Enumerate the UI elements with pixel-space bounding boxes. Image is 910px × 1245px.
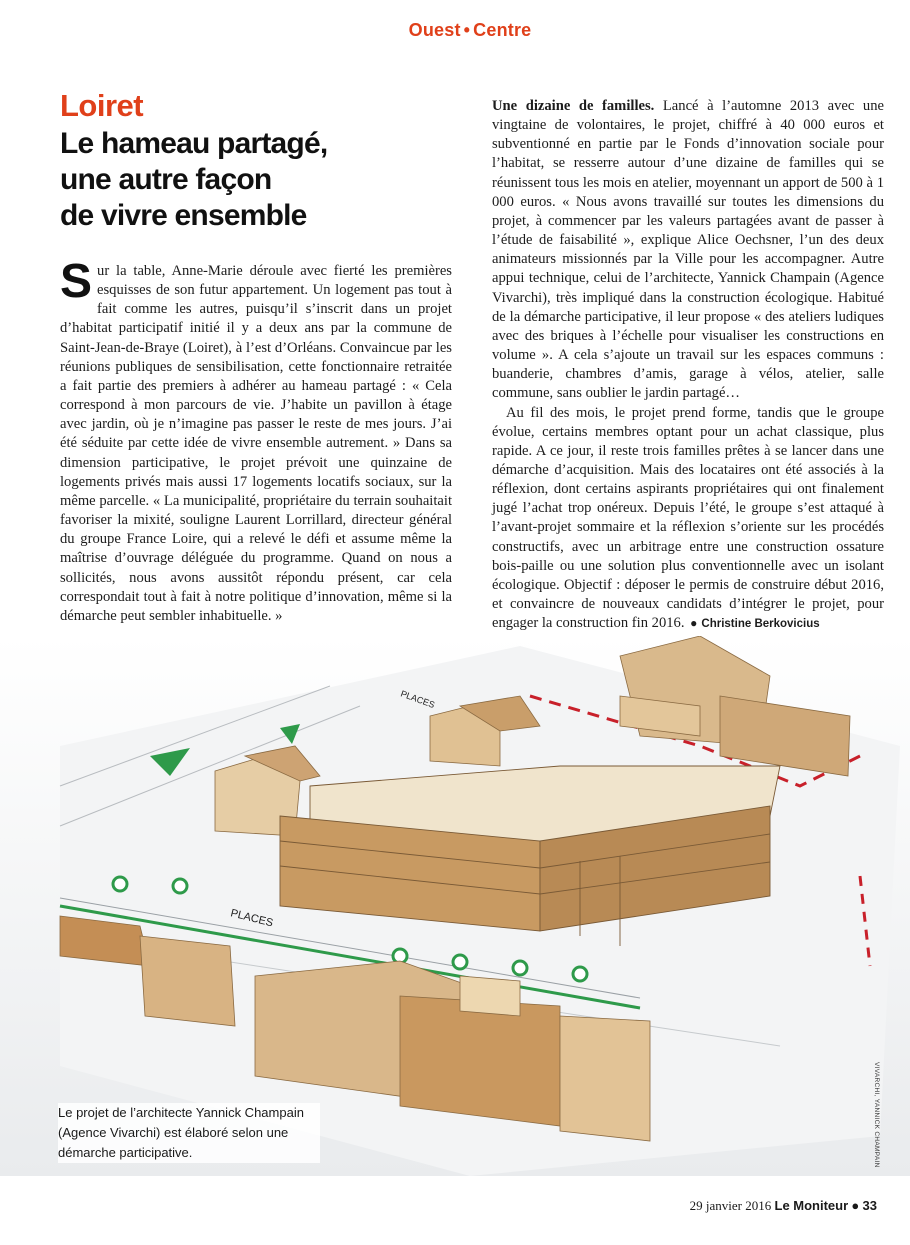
footer-bullet: ●	[851, 1198, 860, 1213]
section-region-west: Ouest	[408, 20, 461, 40]
paragraph-2-text: Lancé à l’automne 2013 avec une vingtaine de volontaires, le projet, chiffré à 40 000 euros et subventionné en partie par le Fonds d’innovation sociale pour l’habitat, se resserre autour d’une dizaine de familles qui se réunissent tous les mois en atelier, moyennant un apport de 500 à 1 000 euros. « Nous avons travaillé sur toutes les dimensions du projet, à commencer par les valeurs partagées avant de passer à l’étude de faisabilité », explique Alice Oechsner, l’un des deux animateurs missionnés par la Ville pour les accompagner. Autre appui technique, celui de l’architecte, Yannick Champain (Agence Vivarchi), très impliqué dans la construction écologique. Habitué de la démarche participative, il leur propose « des ateliers ludiques avec des briques à l’échelle pour visualiser les constructions en volume ». A cela s’ajoute un travail sur les espaces communs : buanderie, chambres d’amis, garage à vélos, atelier, salle commune, sans oublier le jardin partagé…	[492, 98, 884, 402]
author-name: Christine Berkovicius	[701, 618, 820, 631]
section-region-center: Centre	[473, 20, 532, 40]
photo-credit: VIVARCHI, YANNICK CHAMPAIN	[873, 1062, 880, 1168]
tree-symbol	[573, 967, 587, 981]
map-label-places-2: PLACES	[399, 688, 437, 711]
headline-line-2: une autre façon	[60, 163, 272, 196]
architecture-model-photo	[0, 636, 910, 1176]
paragraph-2	[492, 97, 884, 404]
issue-date: 29 janvier 2016	[689, 1198, 772, 1213]
section-header	[0, 20, 910, 41]
page-footer	[690, 1198, 877, 1214]
article-headline	[60, 126, 460, 234]
subhead: Une dizaine de familles.	[492, 98, 655, 114]
tree-symbol	[513, 961, 527, 975]
lead-paragraph	[60, 255, 452, 626]
publication-name: Le Moniteur	[774, 1198, 849, 1213]
article-column-left	[60, 255, 452, 626]
byline	[688, 615, 819, 631]
section-separator: •	[463, 20, 471, 40]
lead-paragraph-text: ur la table, Anne-Marie déroule avec fierté les premières esquisses de son futur appartement. Un logement pas tout à fait comme les autres, puisqu’il s’inscrit dans un projet d’habitat participatif initié il y a deux ans par la commune de Saint-Jean-de-Braye (Loiret), à l’est d’Orléans. Convaincue par les réunions publiques de sensibilisation, cette fonctionnaire retraitée a fait partie des premiers à adhérer au hameau partagé : « Cela correspond à mon parcours de vie. J’habite un pavillon à étage avec jardin, où je n’imagine pas passer le reste de mes jours. J’ai été séduite par cette idée de vivre ensemble autrement. » Dans sa dimension participative, le projet prévoit une quinzaine de logements privés mais aussi 17 logements locatifs sociaux, sur la même parcelle. « La municipalité, propriétaire du terrain souhaitait favoriser la mixité, souligne Laurent Lorrillard, directeur général du groupe France Loire, qui a relevé le défi et assume même la maîtrise d’ouvrage déléguée du programme. Quand on nous a sollicités, nous avons aussitôt répondu présent, car cela correspondait tout à fait à notre politique d’innovation, même si la démarche peut sembler inhabituelle. »	[60, 263, 452, 624]
headline-line-1: Le hameau partagé,	[60, 127, 328, 160]
tree-symbol	[453, 955, 467, 969]
paragraph-3-text: Au fil des mois, le projet prend forme, tandis que le groupe évolue, certains membres optant pour un achat classique, plus rapide. A ce jour, il reste trois familles prêtes à se lancer dans une démarche d’acquisition. Mais des locataires ont été associés à la réflexion, dont certains aspirants propriétaires qui ont finalement jugé l’achat trop onéreux. Depuis l’été, le groupe s’est attaqué à l’avant-projet sommaire et la réflexion s’oriente sur les procédés constructifs, avec un arbitrage entre une construction ossature bois-paille ou une solution plus conventionnelle avec un isolant écologique. Objectif : déposer le permis de construire début 2016, et convaincre de nouveaux candidats d’intégrer le projet, pour engager la construction fin 2016.	[492, 404, 884, 632]
drop-cap: S	[60, 255, 93, 308]
tree-symbol	[173, 879, 187, 893]
article-kicker: Loiret	[60, 88, 144, 123]
paragraph-3	[492, 404, 884, 635]
map-label-places-1: PLACES	[229, 907, 275, 930]
article-column-right	[492, 97, 884, 634]
end-mark: ●	[690, 616, 698, 631]
photo-caption: Le projet de l’architecte Yannick Champain (Agence Vivarchi) est élaboré selon une démarche participative.	[58, 1103, 320, 1163]
headline-line-3: de vivre ensemble	[60, 199, 307, 232]
page-number: 33	[862, 1198, 877, 1213]
tree-symbol	[113, 877, 127, 891]
